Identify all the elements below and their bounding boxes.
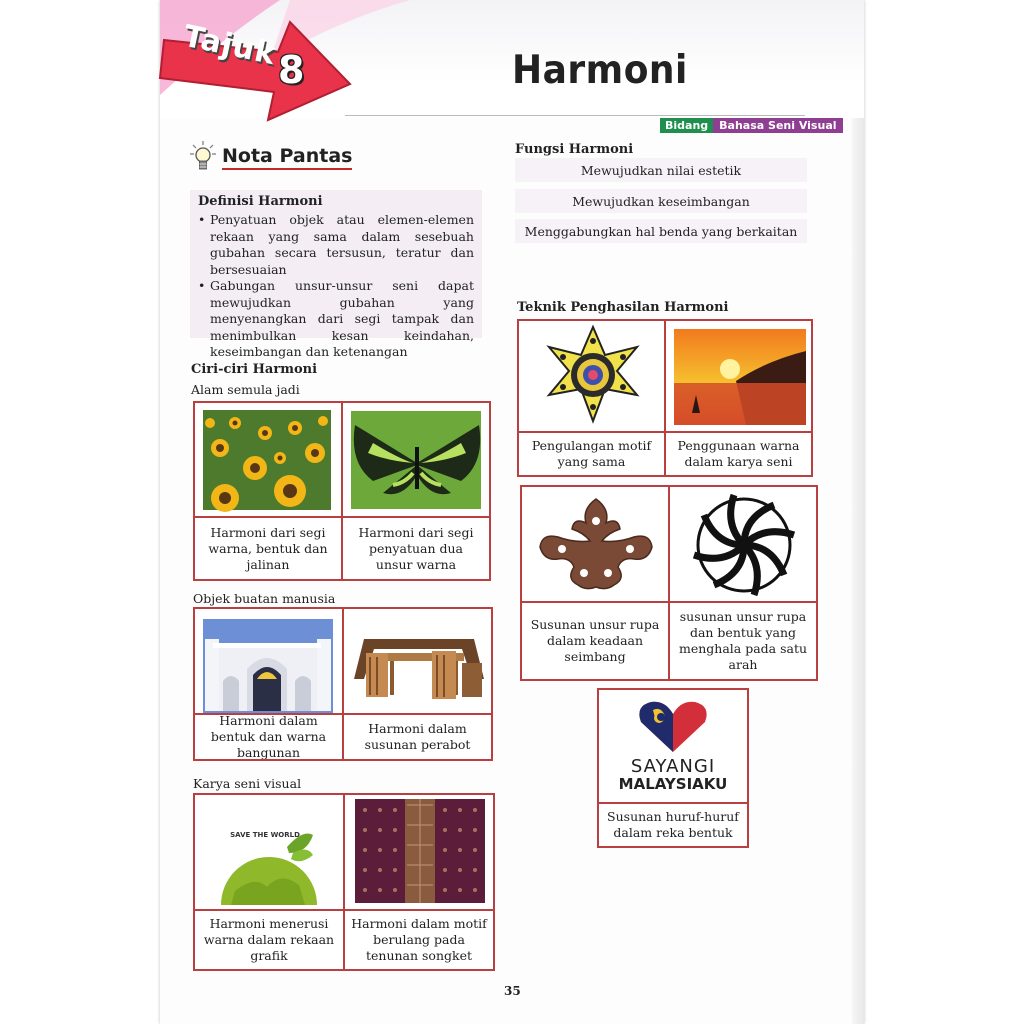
- karya-caption: Harmoni dalam motif berulang pada tenunan songket: [344, 910, 494, 970]
- page-title: Harmoni: [512, 48, 688, 93]
- butterfly-image: [342, 402, 490, 517]
- bidang-label: Bidang: [660, 118, 713, 133]
- motif-image: [518, 320, 665, 432]
- alam-caption: Harmoni dari segi warna, bentuk dan jalinan: [194, 517, 342, 580]
- fungsi-item: Menggabungkan hal benda yang berkaitan: [515, 219, 807, 243]
- book-spine: [852, 0, 864, 1024]
- furniture-image: [343, 608, 492, 714]
- sunset-painting-image: [665, 320, 812, 432]
- save-world-text: SAVE THE WORLD: [230, 831, 300, 839]
- definisi-point: • Gabungan unsur-unsur seni dapat mewujudkan gubahan yang menyenangkan dari segi tampak dan menimbulkan kesan keindahan, keseimbangan dan ketenangan: [198, 278, 474, 361]
- teknik-card-grid-1: [517, 319, 813, 477]
- nota-pantas-label: Nota Pantas: [222, 145, 352, 170]
- tajuk-number: 8: [278, 48, 305, 92]
- heart-logo-icon: [633, 696, 713, 756]
- alam-label: Alam semula jadi: [191, 382, 300, 397]
- save-world-graphic: [194, 794, 344, 910]
- teknik-caption: susunan unsur rupa dan bentuk yang menghala pada satu arah: [669, 602, 817, 680]
- teknik-caption: Penggunaan warna dalam karya seni: [665, 432, 812, 476]
- karya-card-grid: [193, 793, 495, 971]
- teknik-caption: Susunan unsur rupa dalam keadaan seimbang: [521, 602, 669, 680]
- karya-label: Karya seni visual: [193, 776, 302, 791]
- objek-caption: Harmoni dalam bentuk dan warna bangunan: [194, 714, 343, 760]
- alam-caption: Harmoni dari segi penyatuan dua unsur warna: [342, 517, 490, 580]
- fungsi-item: Mewujudkan keseimbangan: [515, 189, 807, 213]
- teknik-heading: Teknik Penghasilan Harmoni: [517, 300, 729, 315]
- sunflower-image: [194, 402, 342, 517]
- objek-label: Objek buatan manusia: [193, 591, 336, 606]
- karya-caption: Harmoni menerusi warna dalam rekaan grafik: [194, 910, 344, 970]
- lightbulb-icon: [190, 140, 216, 174]
- ciri-heading: Ciri-ciri Harmoni: [191, 362, 318, 377]
- alam-card-grid: [193, 401, 491, 581]
- logo-line2: MALAYSIAKU: [618, 775, 728, 793]
- nota-pantas-heading: [190, 140, 352, 174]
- definisi-heading: Definisi Harmoni: [198, 194, 323, 209]
- fungsi-heading: Fungsi Harmoni: [515, 142, 634, 157]
- teknik-card-grid-2: [520, 485, 818, 681]
- logo-card: [597, 688, 749, 848]
- logo-caption: Susunan huruf-huruf dalam reka bentuk: [598, 803, 748, 847]
- definisi-point: • Penyatuan objek atau elemen-elemen rekaan yang sama dalam sesebuah gubahan secara tersusun, teratur dan bersesuaian: [198, 212, 474, 278]
- logo-line1: SAYANGI: [630, 756, 716, 777]
- bidang-value: Bahasa Seni Visual: [713, 118, 842, 133]
- songket-image: [344, 794, 494, 910]
- tajuk-label: Tajuk: [180, 18, 280, 73]
- fungsi-item: Mewujudkan nilai estetik: [515, 158, 807, 182]
- spiral-image: [669, 486, 817, 602]
- definisi-box: [190, 190, 482, 359]
- header-divider: [345, 115, 805, 116]
- bidang-badge: [660, 118, 843, 133]
- teknik-caption: Pengulangan motif yang sama: [518, 432, 665, 476]
- carving-image: [521, 486, 669, 602]
- mosque-image: [194, 608, 343, 714]
- definisi-list: [198, 212, 474, 361]
- objek-card-grid: [193, 607, 493, 761]
- objek-caption: Harmoni dalam susunan perabot: [343, 714, 492, 760]
- sayangi-malaysiaku-logo: [598, 689, 748, 803]
- page-number: 35: [504, 984, 521, 998]
